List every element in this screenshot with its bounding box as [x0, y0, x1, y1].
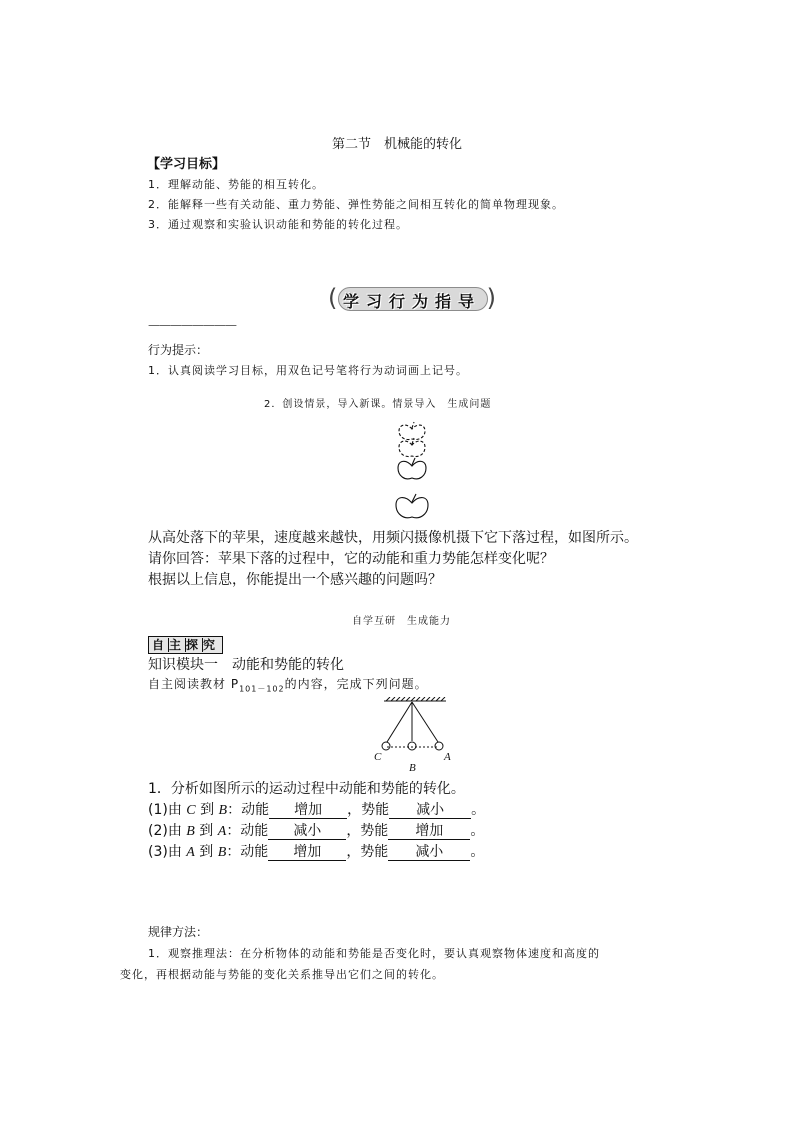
row-from: C — [186, 803, 196, 818]
apple-paragraph-line-3: 根据以上信息，你能提出一个感兴趣的问题吗？ — [148, 572, 442, 588]
instruction-pages: 101－102 — [239, 684, 285, 694]
ceiling-hatch — [386, 697, 445, 701]
potential-answer: 增加 — [388, 824, 470, 840]
potential-label: ，势能 — [346, 844, 389, 860]
row-mid: 到 — [194, 844, 218, 860]
question-stem: 1．分析如图所示的运动过程中动能和势能的转化。 — [148, 781, 465, 797]
row-end: 。 — [471, 802, 486, 818]
divider-line: ———————— — [148, 318, 236, 332]
apple-paragraph-line-2: 请你回答：苹果下落的过程中，它的动能和重力势能怎样变化呢？ — [148, 551, 554, 567]
row-prefix: (2)由 — [148, 823, 187, 839]
instruction-suffix: 的内容，完成下列问题。 — [284, 677, 428, 691]
kinetic-label: ：动能 — [226, 844, 269, 860]
row-to: A — [217, 824, 227, 839]
bob-c — [382, 742, 390, 750]
question-row-3 — [148, 841, 484, 861]
row-to: B — [217, 845, 227, 860]
row-from: A — [186, 845, 195, 860]
section-banner — [328, 285, 496, 313]
bob-a — [435, 742, 443, 750]
row-to: B — [218, 803, 228, 818]
self-study-heading: 自学互研 生成能力 — [352, 616, 451, 627]
explore-char-4: 究 — [203, 638, 218, 652]
kinetic-label: ：动能 — [226, 823, 269, 839]
label-a: A — [444, 751, 451, 763]
instruction-prefix: 自主阅读教材 P — [148, 677, 240, 691]
apple-icon — [396, 494, 428, 518]
kinetic-answer: 增加 — [269, 803, 347, 819]
label-c: C — [374, 751, 382, 763]
explore-label-box — [148, 636, 223, 654]
behavior-tip-1: 1．认真阅读学习目标，用双色记号笔将行为动词画上记号。 — [148, 364, 468, 377]
pendulum-figure — [366, 697, 466, 775]
method-line-2: 变化，再根据动能与势能的变化关系推导出它们之间的转化。 — [120, 968, 444, 981]
page-title: 第二节 机械能的转化 — [331, 137, 462, 152]
banner-left-bracket-icon: ( — [328, 284, 338, 312]
apple-icon — [398, 458, 426, 479]
objective-item-3: 3．通过观察和实验认识动能和势能的转化过程。 — [148, 218, 408, 231]
apple-icon — [399, 422, 425, 440]
apple-paragraph-line-1: 从高处落下的苹果，速度越来越快，用频闪摄像机摄下它下落过程，如图所示。 — [148, 530, 638, 546]
explore-char-3: 探 — [186, 638, 203, 652]
module-title: 知识模块一 动能和势能的转化 — [148, 657, 344, 673]
bob-b — [408, 742, 416, 750]
row-end: 。 — [470, 844, 485, 860]
row-prefix: (1)由 — [148, 802, 187, 818]
question-row-2 — [148, 820, 484, 840]
string-left — [387, 702, 412, 742]
method-label: 规律方法： — [148, 925, 209, 939]
falling-apple-figure — [385, 415, 441, 525]
behavior-tips-label: 行为提示： — [148, 343, 209, 357]
explore-char-2: 主 — [169, 638, 186, 652]
string-right — [412, 702, 438, 742]
row-mid: 到 — [195, 802, 219, 818]
kinetic-label: ：动能 — [227, 802, 270, 818]
row-from: B — [186, 824, 195, 839]
potential-answer: 减小 — [388, 845, 470, 861]
row-prefix: (3)由 — [148, 844, 187, 860]
module-instruction — [148, 675, 428, 694]
banner-text: 学习行为指导 — [342, 292, 481, 311]
row-mid: 到 — [194, 823, 218, 839]
kinetic-answer: 减小 — [268, 824, 346, 840]
row-end: 。 — [470, 823, 485, 839]
kinetic-answer: 增加 — [268, 845, 346, 861]
objectives-header: 【学习目标】 — [147, 157, 226, 172]
method-line-1: 1．观察推理法：在分析物体的动能和势能是否变化时，要认真观察物体速度和高度的 — [148, 947, 600, 960]
label-b: B — [409, 762, 416, 774]
banner-right-bracket-icon: ) — [486, 284, 496, 312]
question-row-1 — [148, 799, 485, 819]
potential-label: ，势能 — [347, 802, 390, 818]
explore-char-1: 自 — [152, 638, 169, 652]
apple-icon — [399, 438, 425, 457]
potential-answer: 减小 — [389, 803, 471, 819]
potential-label: ，势能 — [346, 823, 389, 839]
objective-item-1: 1．理解动能、势能的相互转化。 — [148, 178, 324, 191]
behavior-tip-2: 2．创设情景，导入新课。情景导入 生成问题 — [264, 399, 492, 410]
objective-item-2: 2．能解释一些有关动能、重力势能、弹性势能之间相互转化的简单物理现象。 — [148, 198, 564, 211]
